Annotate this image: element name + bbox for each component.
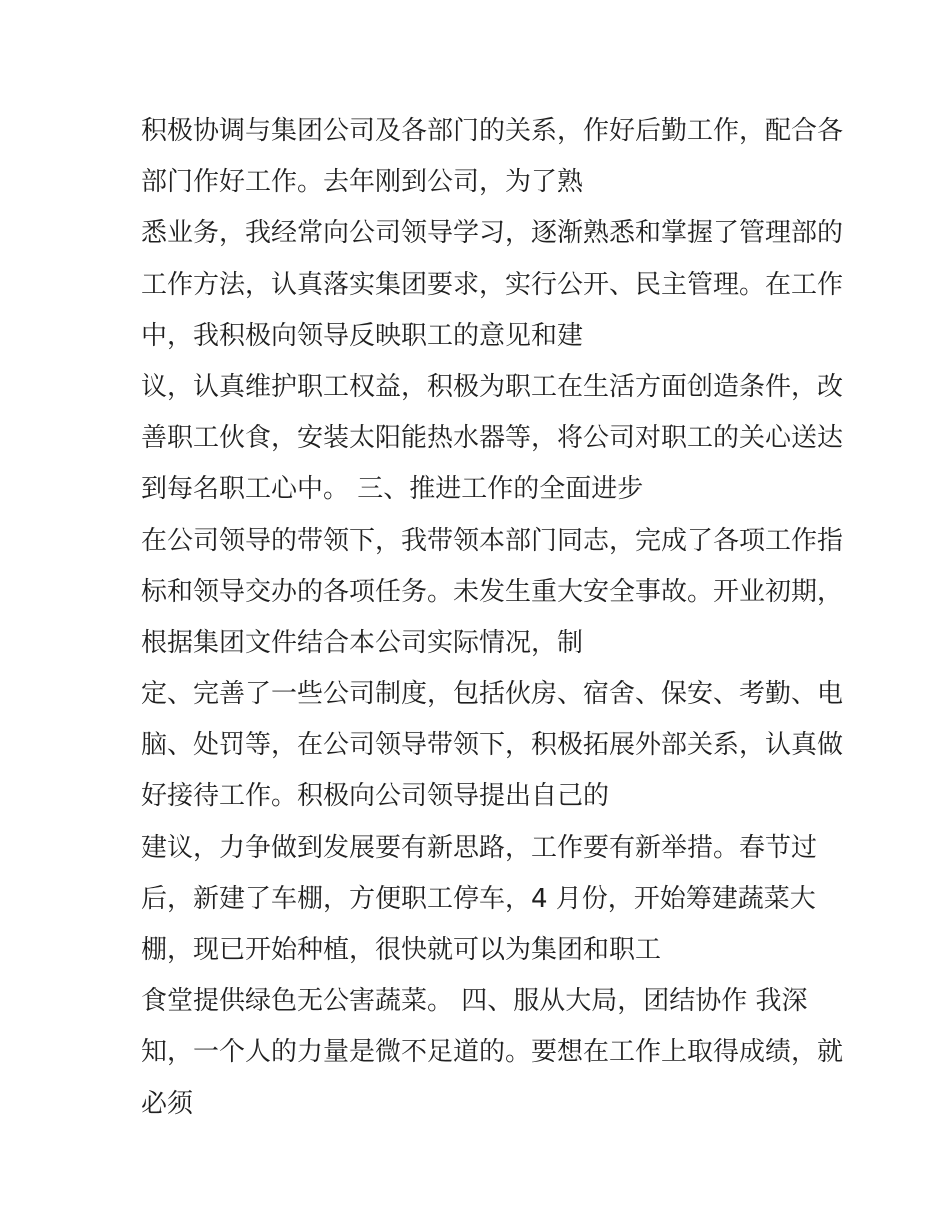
text-line-13: 脑、处罚等，在公司领导带领下，积极拓展外部关系，认真做 xyxy=(141,730,844,761)
text-line-18: 食堂提供绿色无公害蔬菜。 四、服从大局，团结协作 我深 xyxy=(141,986,808,1017)
text-line-2: 部门作好工作。去年刚到公司，为了熟 xyxy=(141,167,584,198)
text-line-19: 知，一个人的力量是微不足道的。要想在工作上取得成绩，就 xyxy=(141,1037,844,1068)
text-line-20: 必须 xyxy=(141,1088,194,1119)
text-line-10: 标和领导交办的各项任务。未发生重大安全事故。开业初期， xyxy=(141,576,844,607)
text-line-3: 悉业务，我经常向公司领导学习，逐渐熟悉和掌握了管理部的 xyxy=(141,218,844,249)
text-line-4: 工作方法，认真落实集团要求，实行公开、民主管理。在工作 xyxy=(141,269,844,300)
text-line-14: 好接待工作。积极向公司领导提出自己的 xyxy=(141,781,610,812)
text-line-9: 在公司领导的带领下，我带领本部门同志，完成了各项工作指 xyxy=(141,525,844,556)
text-line-1: 积极协调与集团公司及各部门的关系，作好后勤工作，配合各 xyxy=(141,116,844,146)
text-line-12: 定、完善了一些公司制度，包括伙房、宿舍、保安、考勤、电 xyxy=(141,679,844,710)
text-line-7: 善职工伙食，安装太阳能热水器等，将公司对职工的关心送达 xyxy=(141,423,844,454)
text-line-6: 议，认真维护职工权益，积极为职工在生活方面创造条件，改 xyxy=(141,371,844,402)
text-line-5: 中，我积极向领导反映职工的意见和建 xyxy=(141,320,584,351)
text-line-16: 后，新建了车棚，方便职工停车，4 月份，开始筹建蔬菜大 xyxy=(141,883,816,914)
text-line-15: 建议，力争做到发展要有新思路，工作要有新举措。春节过 xyxy=(141,832,818,863)
text-line-8: 到每名职工心中。 三、推进工作的全面进步 xyxy=(141,474,644,505)
text-line-11: 根据集团文件结合本公司实际情况，制 xyxy=(141,627,584,658)
text-line-17: 棚，现已开始种植，很快就可以为集团和职工 xyxy=(141,935,662,965)
body-text xyxy=(141,109,844,1133)
